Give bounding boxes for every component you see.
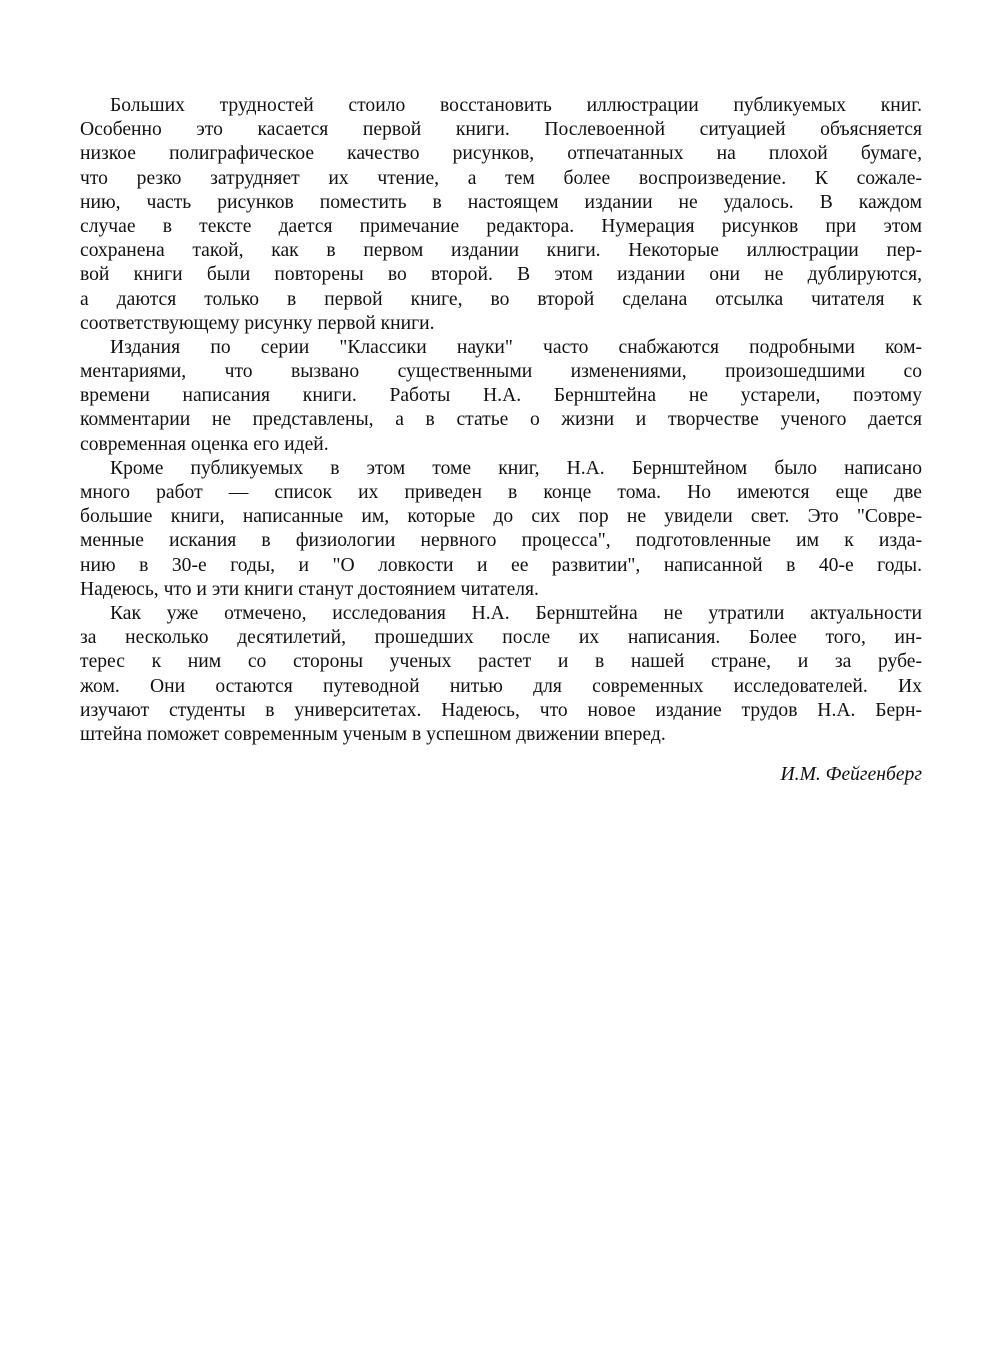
- text-line: что резко затрудняет их чтение, а тем более воспроизведение. К сожале-: [80, 167, 922, 189]
- text-line: терес к ним со стороны ученых растет и в нашей стране, и за рубе-: [80, 651, 922, 673]
- text-line: за несколько десятилетий, прошедших после их написания. Более того, ин-: [80, 627, 922, 649]
- text-line: а даются только в первой книге, во второй сделана отсылка читателя к: [80, 288, 922, 310]
- paragraph-1: [80, 94, 922, 336]
- paragraph-3: [80, 457, 922, 602]
- text-line: изучают студенты в университетах. Надеюсь, что новое издание трудов Н.А. Берн-: [80, 699, 922, 721]
- text-line: времени написания книги. Работы Н.А. Бернштейна не устарели, поэтому: [80, 385, 922, 407]
- text-line: Как уже отмечено, исследования Н.А. Бернштейна не утратили актуальности: [110, 602, 922, 624]
- paragraph-4: [80, 602, 922, 747]
- text-line: нию, часть рисунков поместить в настоящем издании не удалось. В каждом: [80, 191, 922, 213]
- document-body: [80, 94, 922, 747]
- text-line: ментариями, что вызвано существенными изменениями, произошедшими со: [80, 361, 922, 383]
- text-line: Особенно это касается первой книги. Послевоенной ситуацией объясняется: [80, 119, 922, 141]
- text-line: комментарии не представлены, а в статье о жизни и творчестве ученого дается: [80, 409, 922, 431]
- text-line: низкое полиграфическое качество рисунков, отпечатанных на плохой бумаге,: [80, 143, 922, 165]
- text-line: Издания по серии "Классики науки" часто снабжаются подробными ком-: [110, 336, 922, 358]
- text-line: менные искания в физиологии нервного процесса", подготовленные им к изда-: [80, 530, 922, 552]
- text-line: Надеюсь, что и эти книги станут достоянием читателя.: [80, 578, 539, 600]
- text-line: жом. Они остаются путеводной нитью для современных исследователей. Их: [80, 675, 922, 697]
- text-line: Кроме публикуемых в этом томе книг, Н.А. Бернштейном было написано: [110, 457, 922, 479]
- text-line: соответствующему рисунку первой книги.: [80, 312, 435, 334]
- text-line: Больших трудностей стоило восстановить иллюстрации публикуемых книг.: [110, 95, 922, 116]
- text-line: нию в 30-е годы, и "О ловкости и ее развитии", написанной в 40-е годы.: [80, 554, 922, 576]
- text-line: штейна поможет современным ученым в успешном движении вперед.: [80, 723, 666, 745]
- paragraph-2: [80, 336, 922, 457]
- text-line: много работ — список их приведен в конце тома. Но имеются еще две: [80, 482, 922, 503]
- text-line: большие книги, написанные им, которые до сих пор не увидели свет. Это "Совре-: [80, 506, 922, 528]
- text-line: современная оценка его идей.: [80, 433, 329, 455]
- text-line: случае в тексте дается примечание редактора. Нумерация рисунков при этом: [80, 215, 922, 237]
- text-line: сохранена такой, как в первом издании книги. Некоторые иллюстрации пер-: [80, 240, 922, 262]
- author-signature: И.М. Фейгенберг: [780, 764, 922, 785]
- text-line: вой книги были повторены во второй. В этом издании они не дублируются,: [80, 264, 922, 286]
